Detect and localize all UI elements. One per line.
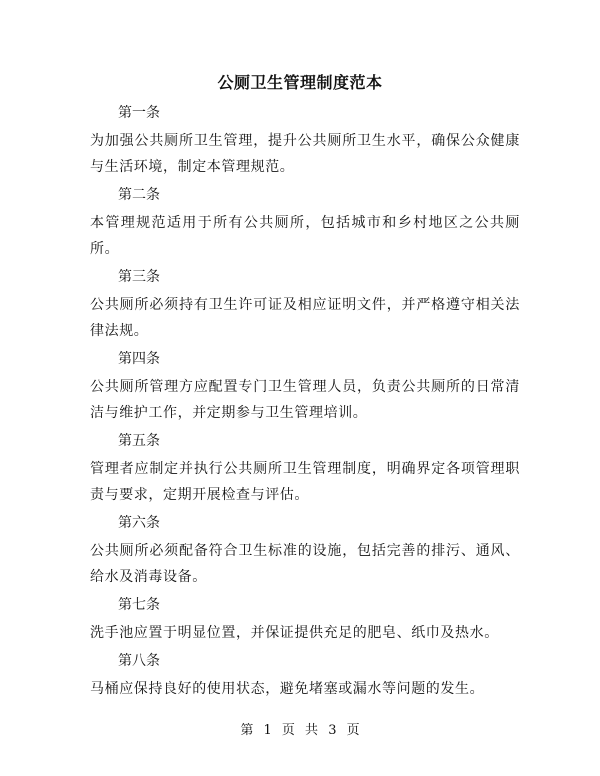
article-heading: 第六条 <box>118 515 160 531</box>
article-5 <box>90 428 520 508</box>
article-text: 管理者应制定并执行公共厕所卫生管理制度，明确界定各项管理职责与要求，定期开展检查与评估。 <box>90 461 520 503</box>
article-2 <box>90 182 520 262</box>
article-4 <box>90 346 520 426</box>
article-text: 公共厕所必须配备符合卫生标准的设施，包括完善的排污、通风、给水及消毒设备。 <box>90 543 520 585</box>
article-heading: 第一条 <box>118 105 160 121</box>
article-heading: 第二条 <box>118 187 160 203</box>
article-text: 洗手池应置于明显位置，并保证提供充足的肥皂、纸巾及热水。 <box>90 625 499 641</box>
document-title: 公厕卫生管理制度范本 <box>217 73 383 92</box>
article-heading: 第四条 <box>118 351 160 367</box>
article-heading: 第三条 <box>118 269 160 285</box>
article-text: 为加强公共厕所卫生管理，提升公共厕所卫生水平，确保公众健康与生活环境，制定本管理规范。 <box>90 133 520 175</box>
article-text: 马桶应保持良好的使用状态，避免堵塞或漏水等问题的发生。 <box>90 681 485 697</box>
article-7 <box>90 592 520 646</box>
article-text: 本管理规范适用于所有公共厕所，包括城市和乡村地区之公共厕所。 <box>90 215 520 257</box>
article-text: 公共厕所管理方应配置专门卫生管理人员，负责公共厕所的日常清洁与维护工作，并定期参与卫生管理培训。 <box>90 379 520 421</box>
page-number-footer: 第 1 页 共 3 页 <box>240 723 360 738</box>
article-1 <box>90 100 520 180</box>
article-heading: 第五条 <box>118 433 160 449</box>
article-heading: 第七条 <box>118 597 160 613</box>
document-body <box>90 100 520 702</box>
article-3 <box>90 264 520 344</box>
article-text: 公共厕所必须持有卫生许可证及相应证明文件，并严格遵守相关法律法规。 <box>90 297 520 339</box>
article-8 <box>90 648 520 702</box>
article-6 <box>90 510 520 590</box>
article-heading: 第八条 <box>118 653 160 669</box>
